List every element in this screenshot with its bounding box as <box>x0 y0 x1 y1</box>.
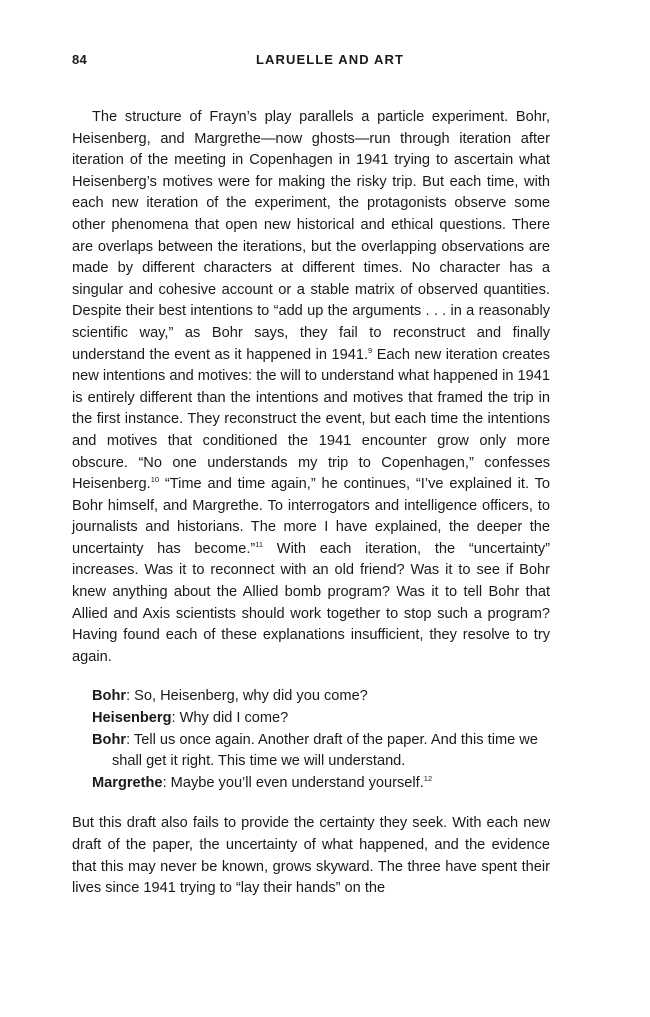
dialogue-line <box>92 686 550 708</box>
footnote-ref-12: 12 <box>423 773 433 783</box>
page-header <box>72 52 550 70</box>
footnote-ref-11: 11 <box>255 539 264 549</box>
running-head: LARUELLE AND ART <box>255 52 405 67</box>
paragraph-1-text: The structure of Frayn’s play parallels a particle experiment. Bohr, Heisenberg, and Margrethe—now ghosts—run through iteration after iteration of the meeting in Copenhagen in 1941 trying to ascertain what Heisenberg’s motives were for making the risky trip. But each time, with each new iteration of the experiment, the protagonists observe some other phenomena that open new historical and ethical questions. There are overlaps between the iterations, but the overlapping observations are made by different characters at different times. No character has a singular and cohesive account or a stable matrix of observed quantities. Despite their best intentions to “add up the arguments . . . in a reasonably scientific way,” as Bohr says, they fail to reconstruct and finally understand the event as it happened in 1941. <box>72 109 550 363</box>
page-body <box>72 107 550 900</box>
dialogue-text: : Tell us once again. Another draft of the paper. And this time we shall get it right. This time we will understand. <box>112 731 538 770</box>
page-number: 84 <box>72 52 88 67</box>
dialogue-speaker: Margrethe <box>92 774 163 791</box>
paragraph-1-text-d: With each iteration, the “uncertainty” increases. Was it to reconnect with an old friend? Was it to see if Bohr knew anything about the Allied bomb program? Was it to tell Bohr that Allied and Axis scientists should work together to stop such a program? Having found each of these explanations insufficient, they resolve to try again. <box>72 540 550 665</box>
dialogue-text: : So, Heisenberg, why did you come? <box>126 688 368 705</box>
paragraph-2: But this draft also fails to provide the certainty they seek. With each new draft of the paper, the uncertainty of what happened, and the evidence that this may never be known, grows skyward. The three have spent their lives since 1941 trying to “lay their hands” on the <box>72 815 550 897</box>
paragraph-1-text-c: “Time and time again,” he continues, “I’ve explained it. To Bohr himself, and Margrethe. To interrogators and intelligence officers, to journalists and historians. The more I have explained, the deeper the uncertainty has become.” <box>72 476 550 557</box>
dialogue-line <box>92 708 550 730</box>
dialogue-speaker: Bohr <box>92 688 127 705</box>
footnote-ref-10: 10 <box>150 475 160 485</box>
dialogue-line <box>92 773 550 795</box>
paragraph-1 <box>72 107 550 668</box>
dialogue-text: : Why did I come? <box>171 710 289 727</box>
dialogue-line <box>92 730 550 773</box>
dialogue-text: : Maybe you’ll even understand yourself. <box>162 774 424 791</box>
dialogue-speaker: Heisenberg <box>92 710 172 727</box>
paragraph-1-text-b: Each new iteration creates new intentions and motives: the will to understand what happened in 1941 is entirely different than the intentions and motives that framed the trip in the first instance. They reconstruct the event, but each time the intentions and motives that conditioned the 1941 encounter grow only more obscure. “No one understands my trip to Copenhagen,” confesses Heisenberg. <box>72 346 551 493</box>
footnote-ref-9: 9 <box>368 345 373 355</box>
dialogue-block <box>92 686 550 794</box>
dialogue-speaker: Bohr <box>92 731 127 748</box>
